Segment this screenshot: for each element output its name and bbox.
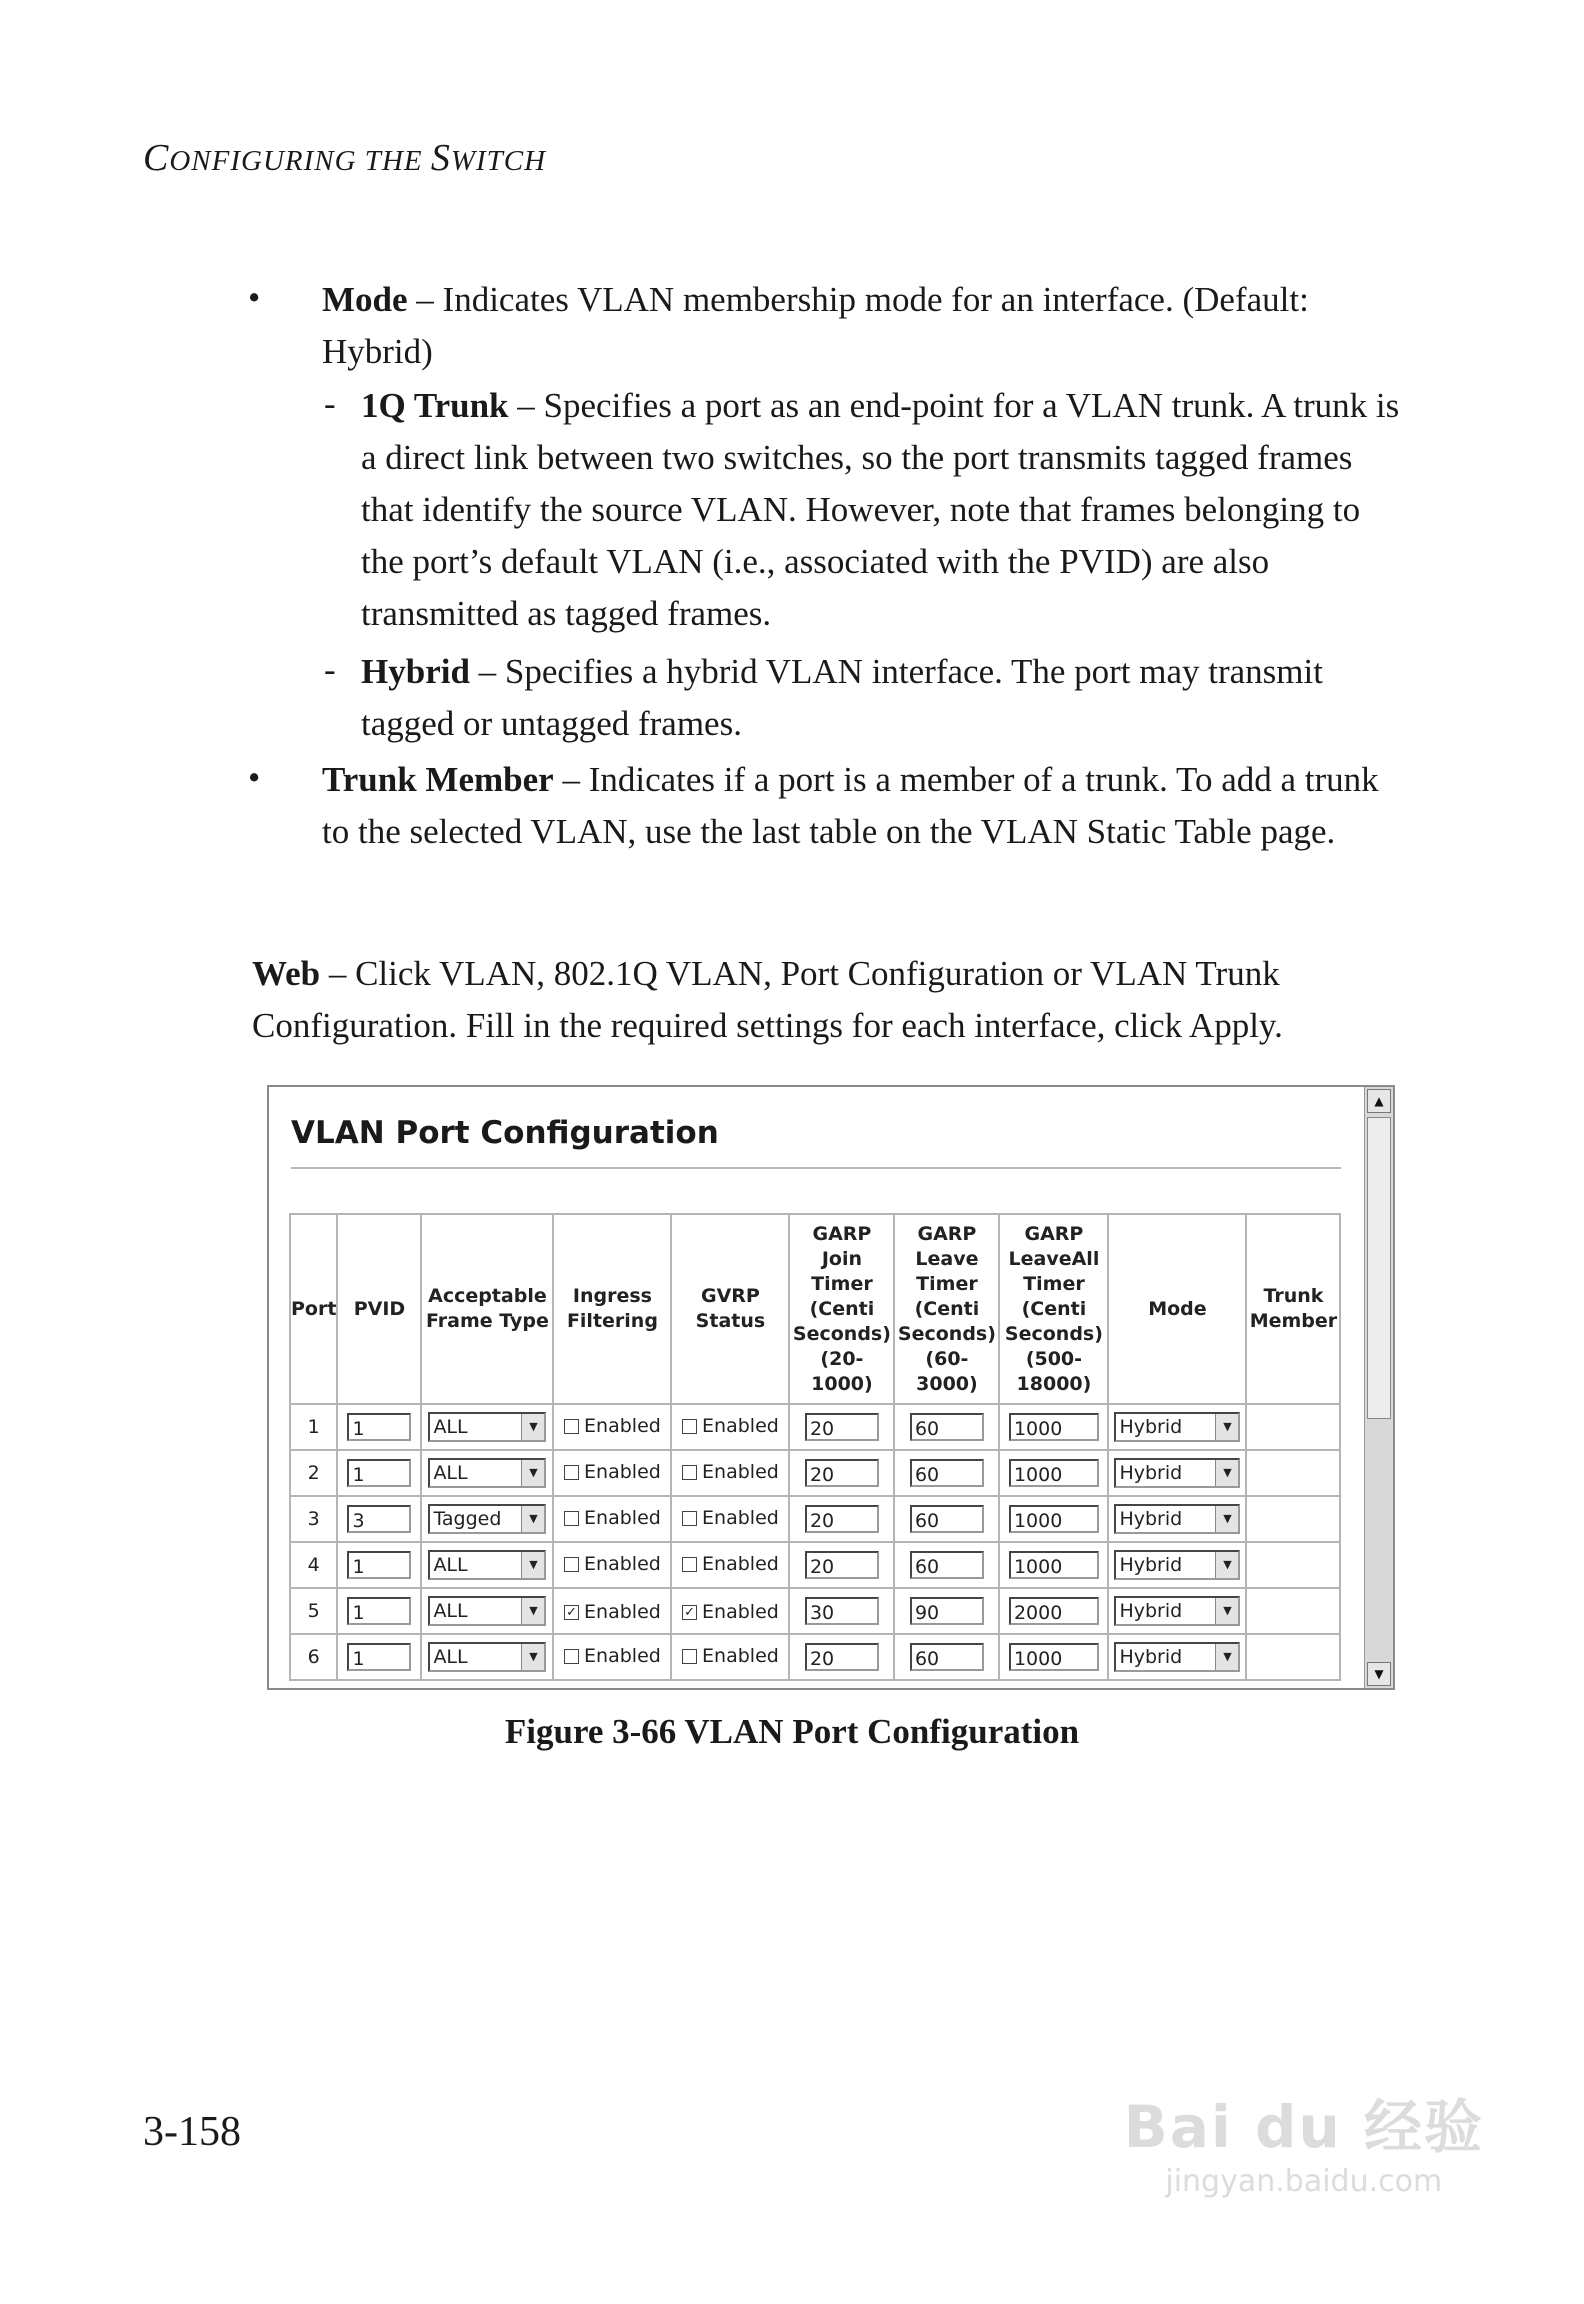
chevron-down-icon[interactable]: ▼	[521, 1506, 544, 1532]
frame-type-select[interactable]: ALL ▼	[428, 1550, 546, 1580]
garp-leave-input[interactable]: 60	[910, 1643, 984, 1671]
bullet-trunk-member: Trunk Member – Indicates if a port is a member of a trunk. To add a trunk to the selected VLAN, use the last table on the VLAN Static Table page.	[322, 760, 1379, 851]
chevron-down-icon[interactable]: ▼	[1215, 1460, 1238, 1486]
garp-leave-input[interactable]: 60	[910, 1505, 984, 1533]
scroll-thumb[interactable]	[1367, 1117, 1391, 1419]
gvrp-checkbox[interactable]: Enabled	[682, 1553, 779, 1575]
garp-leave-input[interactable]: 60	[910, 1413, 984, 1441]
cell-trunk-member	[1246, 1450, 1340, 1496]
dash-hybrid-glyph: -	[324, 650, 336, 689]
garp-leave-input[interactable]: 60	[910, 1459, 984, 1487]
chevron-down-icon[interactable]: ▼	[521, 1644, 544, 1670]
mode-select[interactable]: Hybrid ▼	[1114, 1550, 1240, 1580]
col-ingress: Ingress Filtering	[553, 1214, 671, 1404]
table-row	[290, 1404, 1340, 1450]
bullet-mode: Mode – Indicates VLAN membership mode for an interface. (Default: Hybrid)	[322, 280, 1309, 371]
table-row	[290, 1588, 1340, 1634]
cell-trunk-member	[1246, 1542, 1340, 1588]
garp-leaveall-input[interactable]: 2000	[1009, 1597, 1099, 1625]
col-leaveall: GARP LeaveAll Timer (Centi Seconds) (500-18000)	[999, 1214, 1108, 1404]
scroll-down-icon[interactable]: ▼	[1367, 1662, 1391, 1686]
cell-port: 5	[290, 1588, 337, 1634]
cell-port: 4	[290, 1542, 337, 1588]
ingress-checkbox[interactable]: ✓ Enabled	[564, 1601, 661, 1623]
scrollbar[interactable]	[1364, 1087, 1393, 1688]
watermark: Bai du 经验 jingyan.baidu.com	[1123, 2093, 1484, 2199]
checkbox-box[interactable]	[564, 1649, 579, 1664]
garp-join-input[interactable]: 20	[805, 1551, 879, 1579]
chevron-down-icon[interactable]: ▼	[1215, 1644, 1238, 1670]
figure-caption: Figure 3-66 VLAN Port Configuration	[504, 1712, 1080, 1751]
screenshot-title: VLAN Port Configuration	[291, 1115, 719, 1151]
checkbox-box[interactable]	[682, 1419, 697, 1434]
mode-select[interactable]: Hybrid ▼	[1114, 1458, 1240, 1488]
subitem-hybrid: Hybrid – Specifies a hybrid VLAN interface. The port may transmit tagged or untagged frames.	[361, 652, 1323, 743]
checkbox-box[interactable]	[682, 1649, 697, 1664]
garp-join-input[interactable]: 20	[805, 1459, 879, 1487]
table-row	[290, 1634, 1340, 1680]
gvrp-checkbox[interactable]: ✓ Enabled	[682, 1601, 779, 1623]
cell-trunk-member	[1246, 1496, 1340, 1542]
ingress-checkbox[interactable]: Enabled	[564, 1461, 661, 1483]
ingress-checkbox[interactable]: Enabled	[564, 1553, 661, 1575]
col-pvid: PVID	[337, 1214, 421, 1404]
garp-leave-input[interactable]: 60	[910, 1551, 984, 1579]
garp-leaveall-input[interactable]: 1000	[1009, 1643, 1099, 1671]
garp-leaveall-input[interactable]: 1000	[1009, 1413, 1099, 1441]
chevron-down-icon[interactable]: ▼	[1215, 1414, 1238, 1440]
checkbox-box[interactable]	[564, 1557, 579, 1572]
checkbox-box[interactable]: ✓	[564, 1605, 579, 1620]
garp-join-input[interactable]: 20	[805, 1643, 879, 1671]
chevron-down-icon[interactable]: ▼	[1215, 1552, 1238, 1578]
page-number: 3-158	[143, 2109, 241, 2155]
col-gvrp: GVRP Status	[671, 1214, 789, 1404]
frame-type-select[interactable]: ALL ▼	[428, 1412, 546, 1442]
pvid-input[interactable]: 1	[347, 1551, 411, 1579]
title-divider	[291, 1167, 1341, 1169]
dash-1q-trunk-glyph: -	[324, 384, 336, 423]
col-port: Port	[290, 1214, 337, 1404]
bullet-trunk-member-glyph: •	[248, 758, 261, 797]
chevron-down-icon[interactable]: ▼	[521, 1598, 544, 1624]
chevron-down-icon[interactable]: ▼	[1215, 1506, 1238, 1532]
gvrp-checkbox[interactable]: Enabled	[682, 1415, 779, 1437]
pvid-input[interactable]: 1	[347, 1413, 411, 1441]
col-trunk-member: Trunk Member	[1246, 1214, 1340, 1404]
pvid-input[interactable]: 1	[347, 1459, 411, 1487]
cell-port: 2	[290, 1450, 337, 1496]
mode-select[interactable]: Hybrid ▼	[1114, 1596, 1240, 1626]
table-row	[290, 1450, 1340, 1496]
chevron-down-icon[interactable]: ▼	[1215, 1598, 1238, 1624]
running-head: CONFIGURING THE SWITCH	[143, 137, 547, 179]
col-leave: GARP Leave Timer (Centi Seconds) (60-3000)	[894, 1214, 999, 1404]
checkbox-box[interactable]	[564, 1465, 579, 1480]
col-join: GARP Join Timer (Centi Seconds) (20-1000)	[789, 1214, 894, 1404]
ingress-checkbox[interactable]: Enabled	[564, 1415, 661, 1437]
garp-join-input[interactable]: 30	[805, 1597, 879, 1625]
frame-type-select[interactable]: Tagged ▼	[428, 1504, 546, 1534]
vlan-port-config-screenshot	[267, 1085, 1395, 1690]
checkbox-box[interactable]	[682, 1465, 697, 1480]
table-row	[290, 1496, 1340, 1542]
pvid-input[interactable]: 3	[347, 1505, 411, 1533]
garp-leaveall-input[interactable]: 1000	[1009, 1459, 1099, 1487]
web-instruction: Web – Click VLAN, 802.1Q VLAN, Port Configuration or VLAN Trunk Configuration. Fill in the required settings for each interface, click Apply.	[252, 954, 1283, 1045]
garp-leaveall-input[interactable]: 1000	[1009, 1505, 1099, 1533]
ingress-checkbox[interactable]: Enabled	[564, 1507, 661, 1529]
col-mode: Mode	[1108, 1214, 1246, 1404]
bullet-mode-glyph: •	[248, 278, 261, 317]
cell-trunk-member	[1246, 1634, 1340, 1680]
frame-type-select[interactable]: ALL ▼	[428, 1642, 546, 1672]
cell-port: 1	[290, 1404, 337, 1450]
frame-type-select[interactable]: ALL ▼	[428, 1458, 546, 1488]
garp-leaveall-input[interactable]: 1000	[1009, 1551, 1099, 1579]
chevron-down-icon[interactable]: ▼	[521, 1460, 544, 1486]
col-frame-type: Acceptable Frame Type	[421, 1214, 553, 1404]
checkbox-box[interactable]	[682, 1557, 697, 1572]
ingress-checkbox[interactable]: Enabled	[564, 1645, 661, 1667]
checkbox-box[interactable]	[564, 1419, 579, 1434]
cell-port: 3	[290, 1496, 337, 1542]
pvid-input[interactable]: 1	[347, 1597, 411, 1625]
subitem-1q-trunk: 1Q Trunk – Specifies a port as an end-point for a VLAN trunk. A trunk is a direct link between two switches, so the port transmits tagged frames that identify the source VLAN. However, note that frames belonging to the port’s default VLAN (i.e., associated with the PVID) are also transmitted as tagged frames.	[361, 386, 1400, 633]
table-row	[290, 1542, 1340, 1588]
gvrp-checkbox[interactable]: Enabled	[682, 1507, 779, 1529]
checkbox-box[interactable]: ✓	[682, 1605, 697, 1620]
cell-trunk-member	[1246, 1588, 1340, 1634]
cell-trunk-member	[1246, 1404, 1340, 1450]
checkbox-box[interactable]	[564, 1511, 579, 1526]
pvid-input[interactable]: 1	[347, 1643, 411, 1671]
garp-leave-input[interactable]: 90	[910, 1597, 984, 1625]
garp-join-input[interactable]: 20	[805, 1505, 879, 1533]
vlan-port-table	[289, 1213, 1341, 1681]
chevron-down-icon[interactable]: ▼	[521, 1552, 544, 1578]
mode-select[interactable]: Hybrid ▼	[1114, 1412, 1240, 1442]
chevron-down-icon[interactable]: ▼	[521, 1414, 544, 1440]
garp-join-input[interactable]: 20	[805, 1413, 879, 1441]
cell-port: 6	[290, 1634, 337, 1680]
gvrp-checkbox[interactable]: Enabled	[682, 1645, 779, 1667]
gvrp-checkbox[interactable]: Enabled	[682, 1461, 779, 1483]
scroll-up-icon[interactable]: ▲	[1367, 1089, 1391, 1113]
checkbox-box[interactable]	[682, 1511, 697, 1526]
frame-type-select[interactable]: ALL ▼	[428, 1596, 546, 1626]
mode-select[interactable]: Hybrid ▼	[1114, 1642, 1240, 1672]
mode-select[interactable]: Hybrid ▼	[1114, 1504, 1240, 1534]
